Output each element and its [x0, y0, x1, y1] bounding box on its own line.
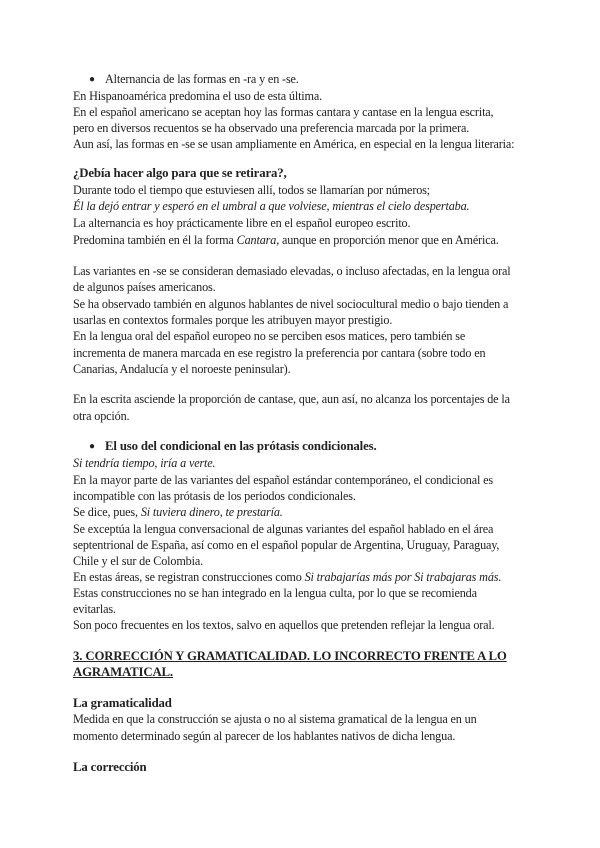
text-line: Se ha observado también en algunos hablantes de nivel sociocultural medio o bajo tienden a: [73, 297, 509, 311]
text-line: En la lengua oral del español europeo no se perciben esos matices, pero también se: [73, 329, 466, 343]
bullet-marker: ●: [89, 74, 96, 85]
example-sentence: Si tendría tiempo, iría a verte.: [73, 456, 216, 470]
text-line: momento determinado según al parecer de los hablantes nativos de dicha lengua.: [73, 729, 456, 743]
example-sentence: Si trabajarías más por Si trabajaras más.: [304, 570, 502, 584]
subsection-heading: La gramaticalidad: [73, 696, 172, 710]
text-line: evitarlas.: [73, 602, 116, 616]
text-line: [73, 232, 499, 249]
text-line: septentrional de España, así como en el español popular de Argentina, Uruguay, Paraguay,: [73, 538, 500, 552]
bullet-marker: ●: [89, 441, 96, 452]
section-heading-continued: AGRAMATICAL.: [73, 665, 173, 679]
text-line: Son poco frecuentes en los textos, salvo en aquellos que pretenden reflejar la lengua oral.: [73, 618, 495, 632]
text-line: En el español americano se aceptan hoy las formas cantara y cantase en la lengua escrita,: [73, 105, 494, 119]
text-line: de algunos países americanos.: [73, 280, 216, 294]
text-line: Durante todo el tiempo que estuviesen allí, todos se llamarían por números;: [73, 183, 430, 197]
text-line: [73, 504, 283, 521]
text-line: [73, 569, 501, 586]
text-fragment: Se dice, pues,: [73, 505, 141, 519]
example-sentence: Si tuviera dinero, te prestaría.: [140, 505, 283, 519]
example-question: ¿Debía hacer algo para que se retirara?,: [73, 166, 287, 180]
text-line: pero en diversos recuentos se ha observado una preferencia marcada por la primera.: [73, 121, 470, 135]
text-line: Canarias, Andalucía y el noroeste peninsular).: [73, 362, 291, 376]
text-line: otra opción.: [73, 409, 130, 423]
text-line: Las variantes en -se se consideran demasiado elevadas, o incluso afectadas, en la lengua oral: [73, 264, 511, 278]
text-line: Chile y el sur de Colombia.: [73, 554, 203, 568]
text-line: En la mayor parte de las variantes del español estándar contemporáneo, el condicional es: [73, 473, 493, 487]
text-line: incompatible con las prótasis de los periodos condicionales.: [73, 489, 356, 503]
bullet-item-condicional: El uso del condicional en las prótasis condicionales.: [105, 439, 377, 453]
text-fragment: Predomina también en él la forma: [73, 233, 237, 247]
bullet-item-alternancia: Alternancia de las formas en -ra y en -se.: [105, 72, 299, 86]
text-line: incrementa de manera marcada en ese registro la preferencia por cantara (sobre todo en: [73, 346, 486, 360]
italic-term: Cantara: [236, 233, 277, 247]
text-line: usarlas en contextos formales porque les atribuyen mayor prestigio.: [73, 313, 393, 327]
example-sentence: Él la dejó entrar y esperó en el umbral a que volviese, mientras el cielo despertaba.: [73, 199, 470, 213]
text-fragment: En estas áreas, se registran construcciones como: [73, 570, 305, 584]
text-line: Aun así, las formas en -se se usan ampliamente en América, en especial en la lengua literaria:: [73, 137, 515, 151]
text-line: Se exceptúa la lengua conversacional de algunas variantes del español hablado en el área: [73, 522, 494, 536]
section-heading: 3. CORRECCIÓN Y GRAMATICALIDAD. LO INCORRECTO FRENTE A LO: [73, 649, 507, 663]
subsection-heading: La corrección: [73, 760, 147, 774]
text-line: Estas construcciones no se han integrado en la lengua culta, por lo que se recomienda: [73, 586, 477, 600]
text-line: La alternancia es hoy prácticamente libre en el español europeo escrito.: [73, 216, 411, 230]
text-line: En Hispanoamérica predomina el uso de esta última.: [73, 89, 323, 103]
text-fragment: , aunque en proporción menor que en América.: [276, 233, 499, 247]
text-line: Medida en que la construcción se ajusta o no al sistema gramatical de la lengua en un: [73, 712, 477, 726]
text-line: En la escrita asciende la proporción de cantase, que, aun así, no alcanza los porcentajes de la: [73, 392, 510, 406]
